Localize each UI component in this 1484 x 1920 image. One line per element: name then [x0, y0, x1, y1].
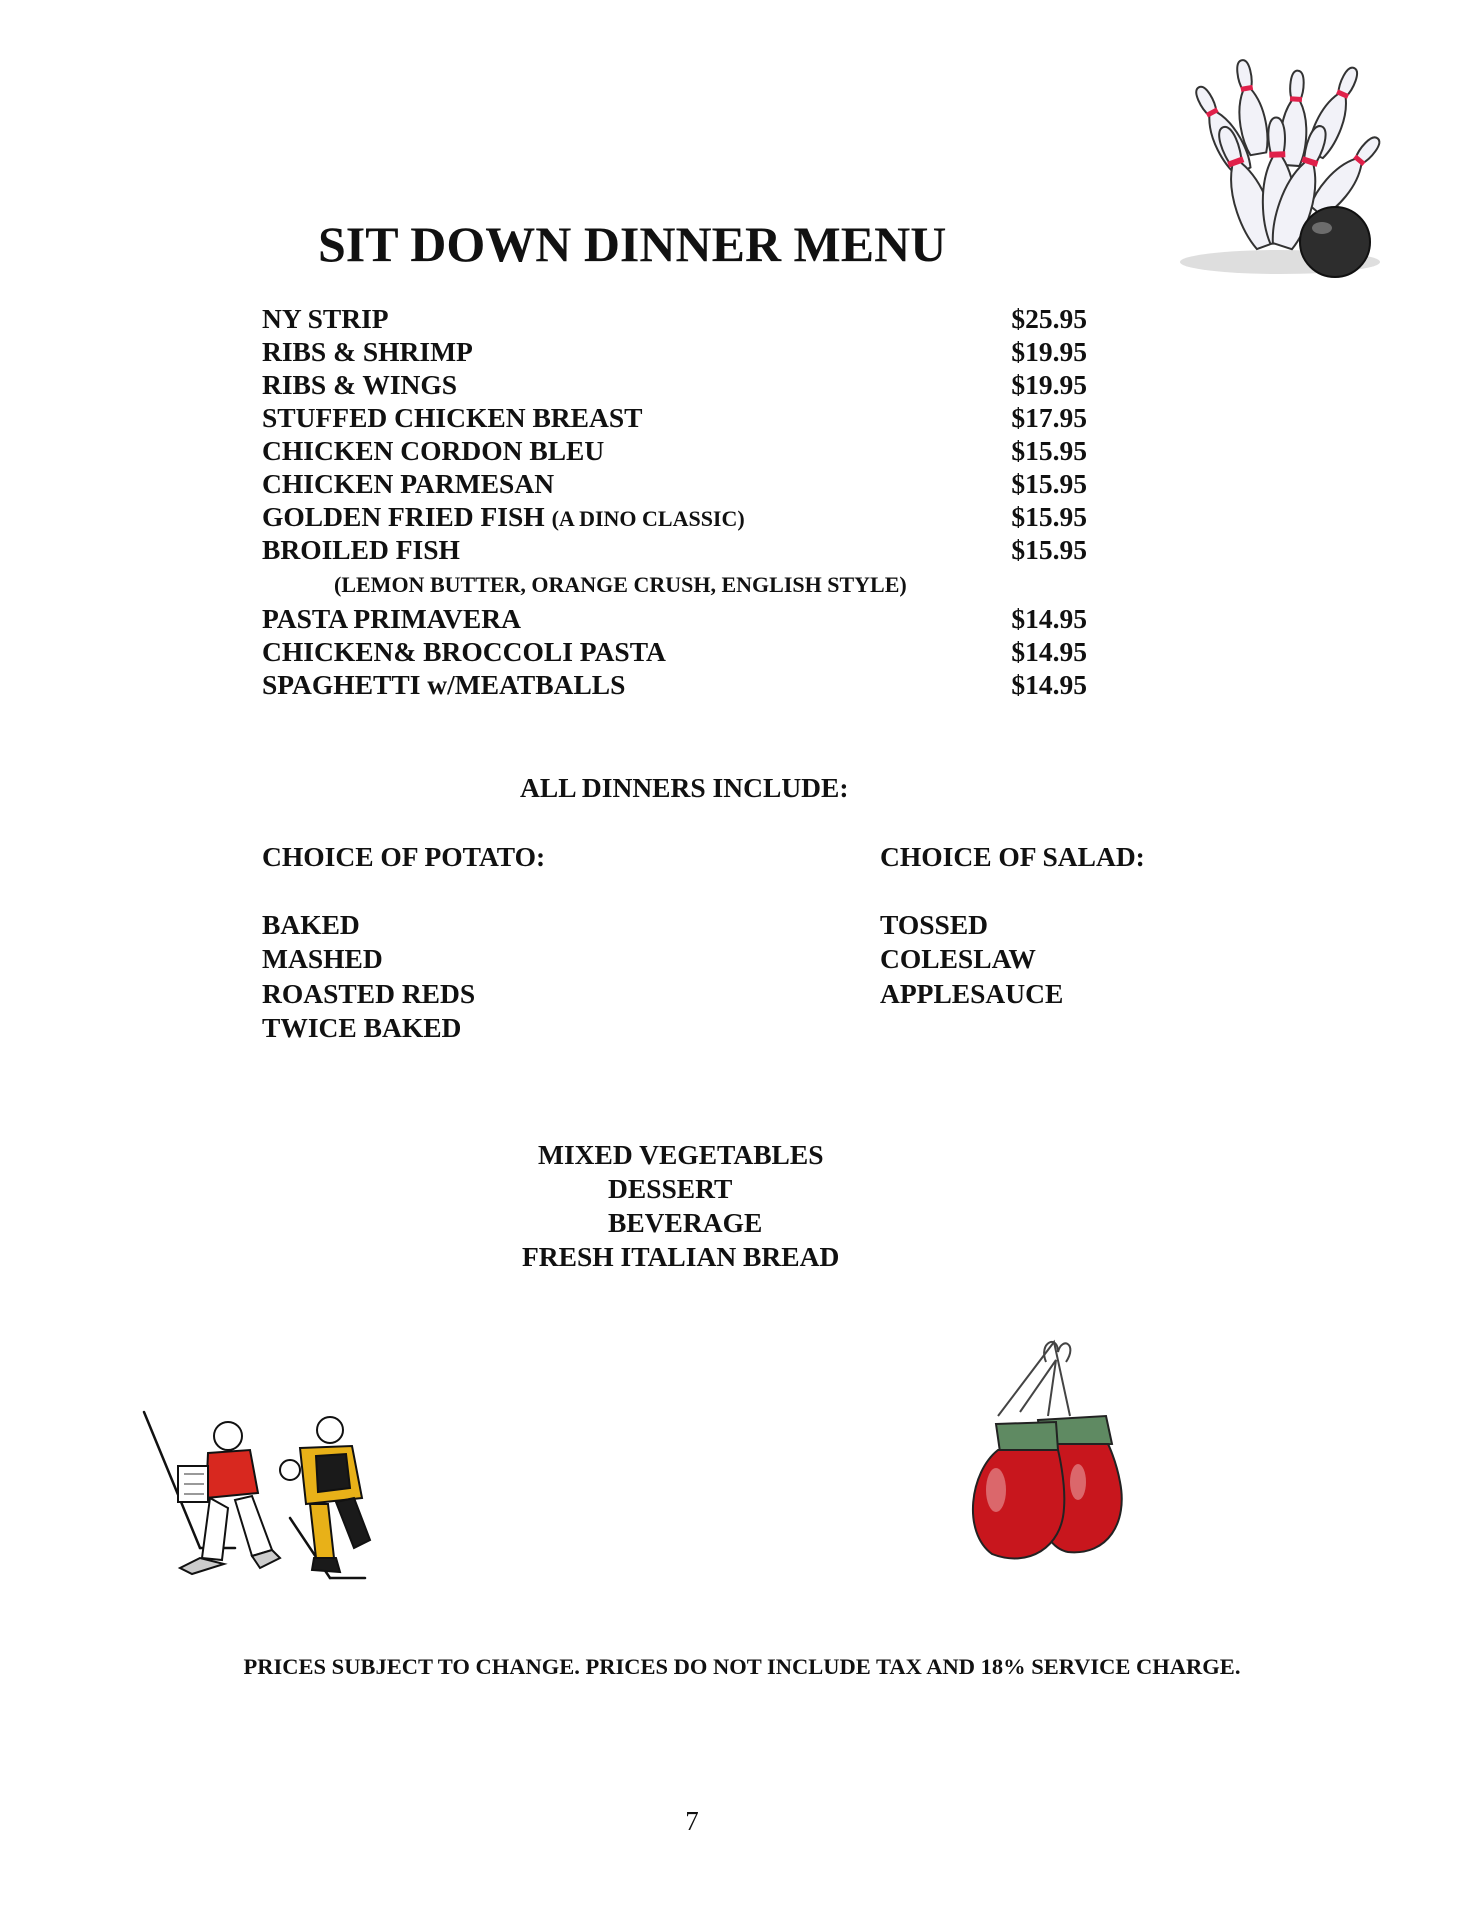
broiled-fish-styles: (LEMON BUTTER, ORANGE CRUSH, ENGLISH STYLE) — [334, 572, 907, 597]
menu-item-name — [262, 500, 745, 535]
menu-item — [262, 668, 1087, 701]
menu-item-price: $19.95 — [1011, 336, 1087, 367]
menu-item — [262, 335, 1087, 368]
extra-item: BEVERAGE — [608, 1207, 763, 1238]
salad-option: TOSSED — [880, 908, 989, 940]
bowling-pins-icon — [1170, 62, 1400, 282]
price-disclaimer: PRICES SUBJECT TO CHANGE. PRICES DO NOT INCLUDE TAX AND 18% SERVICE CHARGE. — [243, 1654, 1241, 1679]
menu-item-name: RIBS & WINGS — [262, 369, 458, 400]
menu-item — [262, 467, 1087, 500]
menu-item-name: BROILED FISH — [262, 534, 460, 565]
boxing-gloves-icon — [958, 1332, 1128, 1572]
menu-item — [262, 602, 1087, 635]
salad-options — [880, 840, 1145, 1011]
menu-item-label: GOLDEN FRIED FISH — [262, 501, 545, 532]
salad-heading: CHOICE OF SALAD: — [880, 841, 1145, 872]
menu-item-price: $15.95 — [1011, 501, 1087, 532]
extra-item: FRESH ITALIAN BREAD — [522, 1241, 840, 1272]
menu-item-name: PASTA PRIMAVERA — [262, 603, 521, 634]
menu-item — [262, 434, 1087, 467]
menu-item-name: CHICKEN PARMESAN — [262, 468, 555, 499]
menu-item — [262, 401, 1087, 434]
menu-item-price: $14.95 — [1011, 636, 1087, 667]
menu-item-price: $14.95 — [1011, 669, 1087, 700]
extra-item: MIXED VEGETABLES — [538, 1139, 824, 1170]
menu-item-price: $19.95 — [1011, 369, 1087, 400]
menu-item-price: $14.95 — [1011, 603, 1087, 634]
salad-option: COLESLAW — [880, 943, 1036, 974]
menu-item-name: CHICKEN& BROCCOLI PASTA — [262, 636, 666, 667]
extra-item: DESSERT — [608, 1173, 733, 1204]
menu-item — [262, 302, 1087, 335]
menu-item-name: SPAGHETTI w/MEATBALLS — [262, 669, 626, 700]
potato-option: MASHED — [262, 943, 383, 974]
page-title: SIT DOWN DINNER MENU — [318, 216, 947, 272]
menu-item — [262, 368, 1087, 401]
potato-options — [262, 840, 545, 1046]
menu-item — [262, 635, 1087, 668]
potato-option: ROASTED REDS — [262, 977, 476, 1009]
menu-item — [262, 500, 1087, 533]
menu-item — [262, 533, 1087, 566]
potato-heading: CHOICE OF POTATO: — [262, 841, 546, 872]
menu-item-name: NY STRIP — [262, 303, 389, 334]
menu-item-name: CHICKEN CORDON BLEU — [262, 435, 605, 466]
menu-item-price: $17.95 — [1011, 402, 1087, 433]
potato-option: TWICE BAKED — [262, 1012, 462, 1043]
page-number: 7 — [685, 1806, 699, 1836]
menu-item-name: STUFFED CHICKEN BREAST — [262, 402, 643, 433]
includes-heading: ALL DINNERS INCLUDE: — [520, 772, 849, 803]
menu-list — [262, 302, 1087, 701]
salad-option: APPLESAUCE — [880, 977, 1064, 1009]
menu-item-price: $15.95 — [1011, 435, 1087, 466]
menu-item-price: $15.95 — [1011, 468, 1087, 499]
potato-option: BAKED — [262, 908, 360, 940]
menu-item-note: (A DINO CLASSIC) — [551, 506, 745, 531]
hockey-players-icon — [140, 1408, 380, 1588]
menu-item-price: $15.95 — [1011, 534, 1087, 565]
menu-item-price: $25.95 — [1011, 303, 1087, 334]
menu-item-name: RIBS & SHRIMP — [262, 336, 473, 367]
